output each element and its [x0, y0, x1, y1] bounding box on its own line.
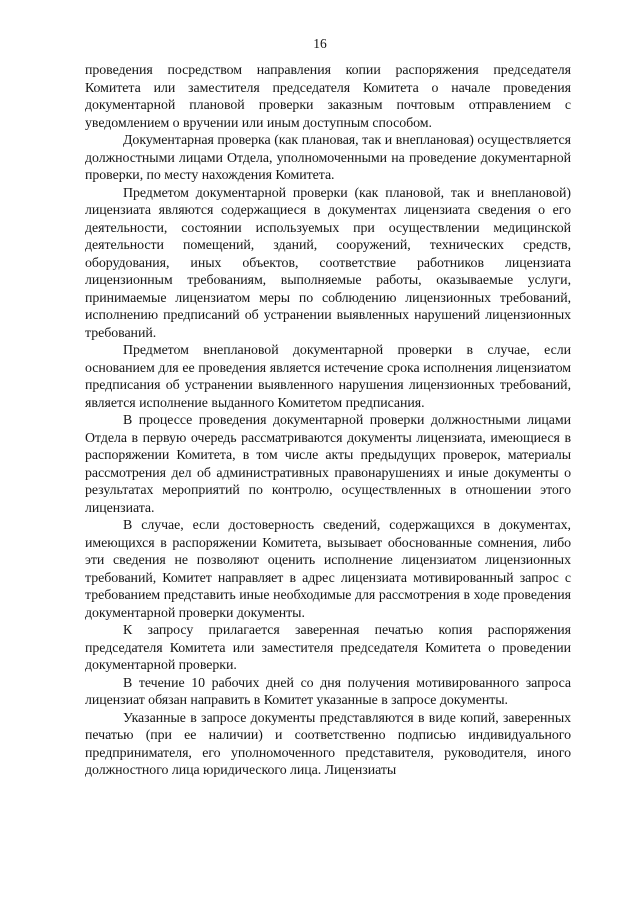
paragraph: Документарная проверка (как плановая, так и внеплановая) осуществляется должностными лицами Отдела, уполномоченными на проведение документарной проверки, по месту нахождения Комитета.: [85, 133, 571, 183]
paragraph: В случае, если достоверность сведений, содержащихся в документах, имеющихся в распоряжении Комитета, вызывает обоснованные сомнения, либо эти сведения не позволяют оценить исполнение лицензиатом лицензионных требований, Комитет направляет в адрес лицензиата мотивированный запрос с требованием представить иные необходимые для рассмотрения в ходе проведения документарной проверки документы.: [85, 518, 571, 621]
paragraph: В процессе проведения документарной проверки должностными лицами Отдела в первую очередь рассматриваются документы лицензиата, имеющиеся в распоряжении Комитета, в том числе акты предыдущих проверок, материалы рассмотрения дел об административных правонарушениях и иные документы о результатах мероприятий по контролю, осуществленных в отношении этого лицензиата.: [85, 413, 571, 516]
paragraph: К запросу прилагается заверенная печатью копия распоряжения председателя Комитета или заместителя председателя Комитета о проведении документарной проверки.: [85, 623, 571, 673]
body-text: [85, 62, 571, 780]
paragraph: Предметом документарной проверки (как плановой, так и внеплановой) лицензиата являются содержащиеся в документах лицензиата сведения о его деятельности, состоянии используемых при осуществлении медицинской деятельности помещений, зданий, сооружений, технических средств, оборудования, иных объектов, соответствие работников лицензиата лицензионным требованиям, выполняемые работы, оказываемые услуги, принимаемые лицензиатом меры по соблюдению лицензионных требований, исполнению предписаний об устранении выявленных нарушений лицензионных требований.: [85, 185, 571, 341]
paragraph: В течение 10 рабочих дней со дня получения мотивированного запроса лицензиат обязан направить в Комитет указанные в запросе документы.: [85, 675, 571, 708]
page-number: 16: [313, 36, 327, 51]
paragraph-continued: проведения посредством направления копии распоряжения председателя Комитета или заместителя председателя Комитета о начале проведения документарной плановой проверки заказным почтовым отправлением с уведомлением о вручении или иным доступным способом.: [85, 63, 571, 131]
paragraph: Указанные в запросе документы представляются в виде копий, заверенных печатью (при ее наличии) и соответственно подписью индивидуального предпринимателя, его уполномоченного представителя, руководителя, иного должностного лица юридического лица. Лицензиаты: [85, 710, 571, 778]
paragraph: Предметом внеплановой документарной проверки в случае, если основанием для ее проведения является истечение срока исполнения лицензиатом предписания об устранении выявленного нарушения лицензионных требований, является исполнение выданного Комитетом предписания.: [85, 343, 571, 411]
